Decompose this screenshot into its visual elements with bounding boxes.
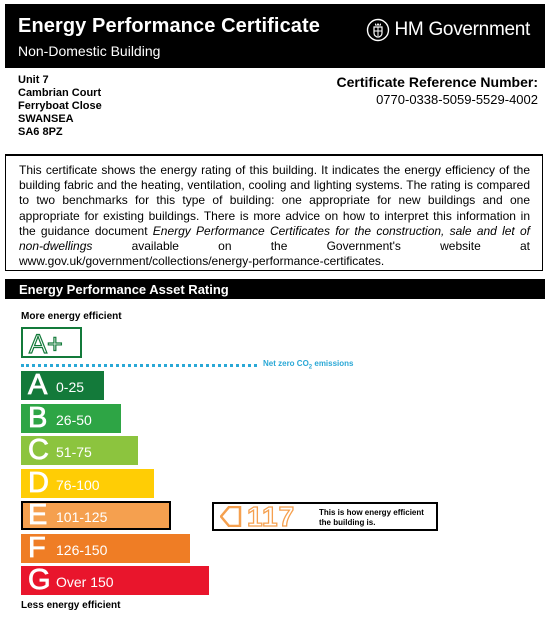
band-c — [21, 436, 138, 465]
band-range: Over 150 — [56, 574, 114, 590]
certificate-header — [5, 4, 545, 68]
band-d — [21, 466, 154, 499]
band-aplus-label: A+ — [29, 329, 63, 359]
certificate-reference — [336, 74, 538, 107]
current-rating-indicator — [212, 502, 438, 531]
band-b — [21, 401, 121, 434]
hm-government-label: HM Government — [394, 19, 530, 40]
less-efficient-label: Less energy efficient — [21, 600, 121, 611]
band-letter: B — [28, 401, 48, 434]
address-line: Cambrian Court — [18, 87, 102, 99]
address-postcode: SA6 8PZ — [18, 126, 63, 138]
band-aplus — [21, 327, 82, 358]
reference-number: 0770-0338-5059-5529-4002 — [376, 92, 538, 107]
band-range: 51-75 — [56, 444, 92, 460]
band-a — [21, 371, 104, 400]
net-zero-line — [21, 364, 257, 367]
building-address — [18, 74, 102, 139]
rating-section-header — [5, 279, 545, 299]
more-efficient-label: More energy efficient — [21, 311, 122, 322]
band-range: 126-150 — [56, 541, 108, 558]
guidance-document-title: Energy Performance Certificates for the construction, sale and let of non-dwellings — [19, 223, 530, 254]
page-subtitle: Non-Domestic Building — [18, 43, 161, 59]
band-f — [21, 531, 190, 564]
rating-section-title: Energy Performance Asset Rating — [19, 282, 229, 297]
address-line: Ferryboat Close — [18, 100, 102, 112]
band-letter: G — [28, 564, 51, 596]
band-range: 76-100 — [56, 476, 100, 493]
band-letter: A — [28, 369, 48, 401]
pointer-arrow-icon — [220, 506, 242, 527]
band-range: 101-125 — [56, 509, 108, 525]
page-title: Energy Performance Certificate — [18, 15, 321, 37]
current-rating-score: 117 — [247, 501, 296, 532]
band-range: 26-50 — [56, 411, 92, 428]
royal-crest-icon — [365, 18, 391, 42]
net-zero-label: Net zero $CO_2$ emissions — [263, 359, 354, 371]
band-e — [21, 501, 171, 530]
band-letter: C — [28, 434, 49, 466]
band-letter: D — [28, 466, 49, 499]
band-letter: E — [28, 499, 48, 531]
address-line: Unit 7 — [18, 74, 49, 86]
intro-text: This certificate shows the energy rating of this building. It indicates the energy efficiency of the building fabric and the heating, ventilation, cooling and lighting systems. The rating is compared to two benchmarks for this type of building: one appropriate for new buildings and one appropriate for existing buildings. There is more advice on how to interpret this information in the guidance document — [19, 163, 530, 238]
band-letter: F — [28, 531, 46, 564]
intro-text-end: available on the Government's website at www.gov.uk/government/collections/energy-performance-certificates. — [19, 239, 530, 269]
address-line: SWANSEA — [18, 113, 74, 125]
band-range: 0-25 — [56, 379, 85, 395]
reference-label: Certificate Reference Number: — [336, 74, 538, 90]
band-g — [21, 566, 209, 595]
intro-text-box — [5, 154, 543, 271]
current-rating-note: This is how energy efficient the building is. — [319, 508, 424, 527]
hm-government-logo — [365, 18, 530, 42]
